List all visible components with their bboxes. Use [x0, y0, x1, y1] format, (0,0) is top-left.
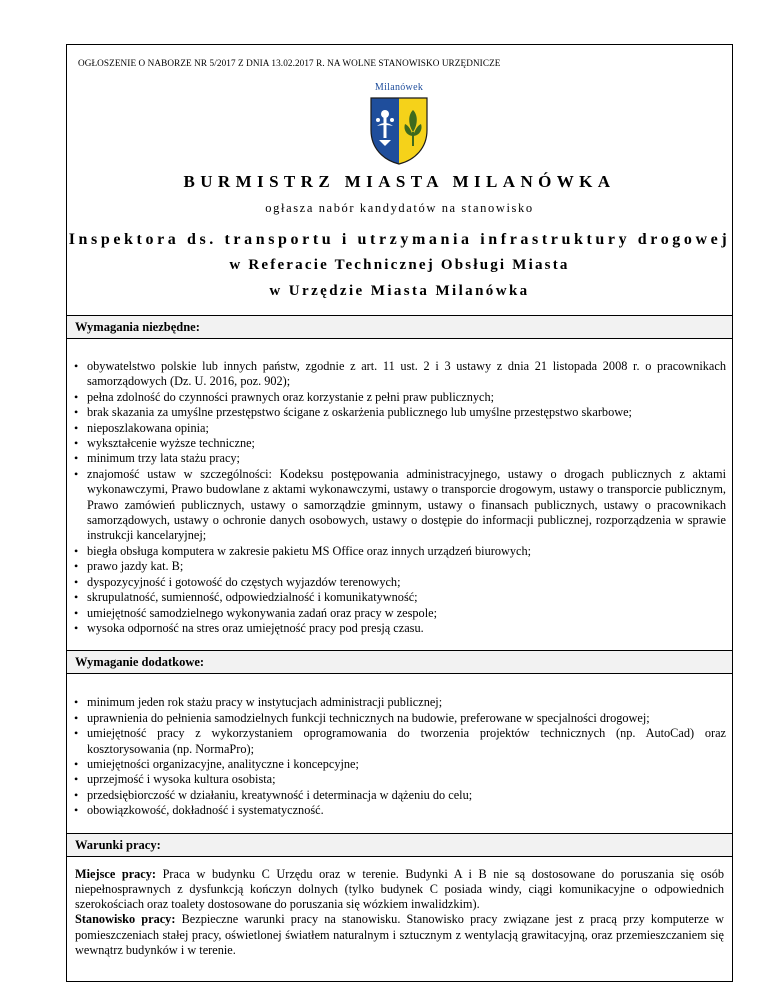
- list-item: • uprzejmość i wysoka kultura osobista;: [67, 772, 732, 787]
- required-heading: Wymagania niezbędne:: [67, 315, 732, 339]
- additional-section: [67, 674, 732, 832]
- coat-of-arms-icon: [369, 96, 429, 166]
- position-department: w Referacie Technicznej Obsługi Miasta: [229, 257, 570, 273]
- document-header: [67, 45, 732, 315]
- list-item: • znajomość ustaw w szczególności: Kodeksu postępowania administracyjnego, ustawy o drogach publicznych z aktami wykonawczymi, Prawo budowlane z aktami wykonawczymi, ustawy o transporcie drogowym, ustawy o transporcie publicznym, Prawo zamówień publicznych, ustawy o samorządzie gminnym, ustawy o finansach publicznych, ustawy o pracownikach samorządowych, ustawy o ochronie danych osobowych, ustawy o dostępie do informacji publicznej, rozporządzenia w sprawie instrukcji kancelaryjnej;: [67, 467, 732, 544]
- list-item: • umiejętność samodzielnego wykonywania zadań oraz pracy w zespole;: [67, 606, 732, 621]
- post-label: Stanowisko pracy:: [75, 912, 176, 927]
- list-item: • pełna zdolność do czynności prawnych oraz korzystanie z pełni praw publicznych;: [67, 390, 732, 405]
- conditions-section: [67, 857, 732, 959]
- conditions-heading: Warunki pracy:: [67, 833, 732, 857]
- place-paragraph: [75, 867, 724, 913]
- position-office: w Urzędzie Miasta Milanówka: [269, 283, 530, 299]
- list-item: • wysoka odporność na stres oraz umiejętność pracy pod presją czasu.: [67, 621, 732, 636]
- place-label: Miejsce pracy:: [75, 866, 157, 881]
- list-item: • obywatelstwo polskie lub innych państw, zgodnie z art. 11 ust. 2 i 3 ustawy z dnia 21 listopada 2008 r. o pracownikach samorządowych (Dz. U. 2016, poz. 902);: [67, 359, 732, 390]
- list-item: • skrupulatność, sumienność, odpowiedzialność i komunikatywność;: [67, 590, 732, 605]
- list-item: • prawo jazdy kat. B;: [67, 559, 732, 574]
- list-item: • dyspozycyjność i gotowość do częstych wyjazdów terenowych;: [67, 575, 732, 590]
- mayor-title: BURMISTRZ MIASTA MILANÓWKA: [183, 172, 616, 191]
- post-paragraph: [75, 912, 724, 958]
- notice-line: OGŁOSZENIE O NABORZE NR 5/2017 Z DNIA 13.02.2017 R. NA WOLNE STANOWISKO URZĘDNICZE: [78, 58, 501, 68]
- place-text: Praca w budynku C Urzędu oraz w terenie. Budynki A i B nie są dostosowane do poruszania się osób niepełnosprawnych z dysfunkcją kończyn dolnych (tylko budynek C posiada windy, ciągi komunikacyjne o odpowiednich szerokościach oraz toalety dostosowane do poruszania się wózkiem inwalidzkim).: [75, 866, 725, 912]
- list-item: • minimum jeden rok stażu pracy w instytucjach administracji publicznej;: [67, 695, 732, 710]
- post-text: Bezpieczne warunki pracy na stanowisku. Stanowisko pracy związane jest z pracą przy komputerze w pomieszczeniach stałej pracy, oświetlonej światłem naturalnym i sztucznym z wentylacją grawitacyjną, oraz przemieszczaniem się wewnątrz budynków i w terenie.: [75, 912, 724, 958]
- list-item: • uprawnienia do pełnienia samodzielnych funkcji technicznych na budowie, preferowane w specjalności drogowej;: [67, 711, 732, 726]
- logo-text: Milanówek: [374, 82, 424, 93]
- list-item: • minimum trzy lata stażu pracy;: [67, 451, 732, 466]
- list-item: • umiejętności organizacyjne, analityczne i koncepcyjne;: [67, 757, 732, 772]
- list-item: • biegła obsługa komputera w zakresie pakietu MS Office oraz innych urządzeń biurowych;: [67, 544, 732, 559]
- announces-line: ogłasza nabór kandydatów na stanowisko: [265, 201, 534, 215]
- list-item: • obowiązkowość, dokładność i systematyczność.: [67, 803, 732, 818]
- announcement-document: [66, 44, 733, 982]
- list-item: • brak skazania za umyślne przestępstwo ścigane z oskarżenia publicznego lub umyślne przestępstwo skarbowe;: [67, 405, 732, 420]
- list-item: • nieposzlakowana opinia;: [67, 421, 732, 436]
- list-item: • wykształcenie wyższe techniczne;: [67, 436, 732, 451]
- additional-heading: Wymaganie dodatkowe:: [67, 650, 732, 674]
- list-item: • umiejętność pracy z wykorzystaniem oprogramowania do tworzenia projektów technicznych (np. AutoCad) oraz kosztorysowania (np. NormaPro);: [67, 726, 732, 757]
- additional-list: [67, 695, 732, 818]
- required-section: [67, 339, 732, 650]
- list-item: • przedsiębiorczość w działaniu, kreatywność i determinacja w dążeniu do celu;: [67, 788, 732, 803]
- position-title: Inspektora ds. transportu i utrzymania infrastruktury drogowej: [68, 231, 731, 248]
- required-list: [67, 359, 732, 636]
